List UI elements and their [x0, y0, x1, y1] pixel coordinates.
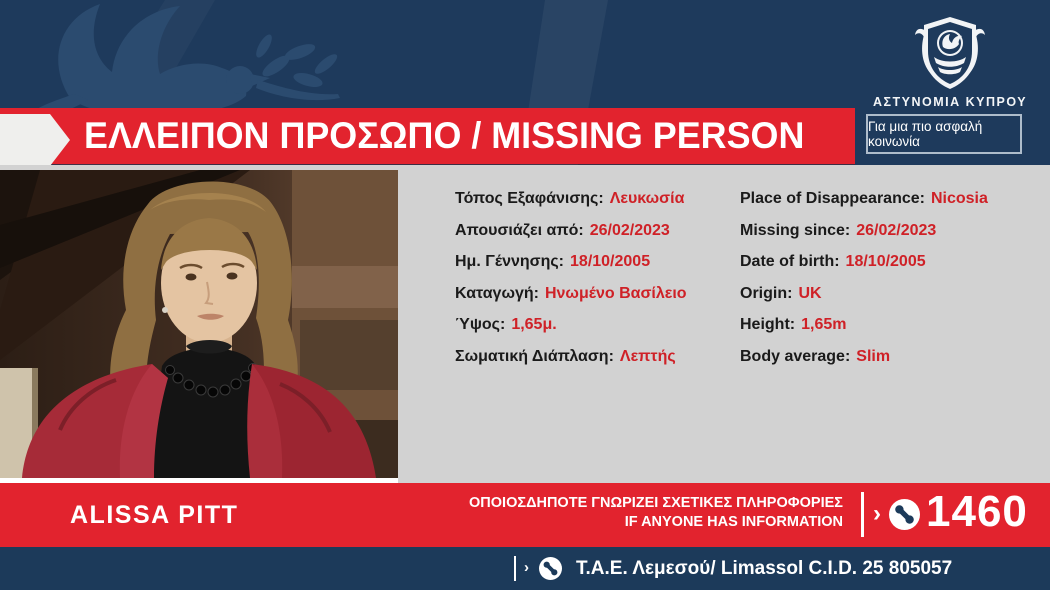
hotline-message [469, 494, 843, 532]
hotline-message-english: IF ANYONE HAS INFORMATION [624, 514, 843, 530]
missing-person-photo [0, 170, 398, 483]
info-row [740, 215, 988, 247]
org-name: ΑΣΤΥΝΟΜΙΑ ΚΥΠΡΟΥ [872, 95, 1028, 109]
phone-icon [889, 499, 920, 530]
info-row [740, 341, 988, 373]
contact-info: Τ.Α.Ε. Λεμεσού/ Limassol C.I.D. 25 805057 [576, 558, 953, 579]
field-value: 1,65μ. [511, 316, 557, 333]
field-label: Body average: [740, 347, 851, 365]
field-value: Ηνωμένο Βασίλειο [544, 284, 687, 302]
police-emblem-icon [912, 13, 988, 93]
field-label: Ημ. Γέννησης: [455, 253, 565, 270]
hotline-number: 1460 [926, 487, 1028, 536]
info-row [455, 183, 687, 215]
phone-small-icon [539, 557, 562, 580]
info-row [740, 183, 988, 215]
field-value: 1,65m [801, 316, 847, 333]
info-row [740, 246, 988, 278]
title-banner [0, 108, 855, 164]
field-label: Height: [740, 316, 796, 333]
field-label: Missing since: [740, 221, 851, 239]
field-value: UK [798, 284, 822, 302]
chevron-right-small-icon: › [524, 559, 529, 576]
field-value: Nicosia [930, 190, 988, 207]
field-label: Ύψος: [455, 316, 506, 333]
field-label: Origin: [740, 284, 793, 302]
field-label: Σωματική Διάπλαση: [455, 347, 614, 365]
field-value: Slim [856, 347, 891, 365]
field-label: Απουσιάζει από: [455, 221, 584, 239]
info-row [455, 309, 687, 341]
field-value: 18/10/2005 [845, 253, 926, 270]
slogan-box [866, 114, 1022, 154]
field-value: Λευκωσία [609, 190, 685, 207]
dove-watermark-icon [8, 0, 348, 120]
person-name: ALISSA PITT [70, 501, 239, 529]
info-row [740, 278, 988, 310]
info-row [455, 341, 687, 373]
field-label: Place of Disappearance: [740, 190, 925, 207]
field-label: Date of birth: [740, 253, 840, 270]
info-column-english [740, 183, 988, 372]
field-value: 26/02/2023 [856, 221, 937, 239]
info-row [455, 215, 687, 247]
field-value: 18/10/2005 [570, 253, 651, 270]
info-column-greek [455, 183, 687, 372]
info-row [455, 278, 687, 310]
banner-arrow-flag [0, 114, 70, 166]
field-value: 26/02/2023 [589, 221, 670, 239]
info-row [455, 246, 687, 278]
footer-divider [861, 492, 864, 537]
chevron-right-icon: › [873, 500, 881, 527]
info-row [740, 309, 988, 341]
poster-title: ΕΛΛΕΙΠΟΝ ΠΡΟΣΩΠΟ / MISSING PERSON [84, 115, 805, 156]
contact-divider [514, 556, 516, 581]
hotline-message-greek: ΟΠΟΙΟΣΔΗΠΟΤΕ ΓΝΩΡΙΖΕΙ ΣΧΕΤΙΚΕΣ ΠΛΗΡΟΦΟΡΙΕΣ [469, 495, 843, 511]
field-value: Λεπτής [619, 347, 676, 365]
field-label: Τόπος Εξαφάνισης: [455, 190, 604, 207]
slogan-text: Για μια πιο ασφαλή κοινωνία [868, 119, 983, 149]
field-label: Καταγωγή: [455, 284, 539, 302]
